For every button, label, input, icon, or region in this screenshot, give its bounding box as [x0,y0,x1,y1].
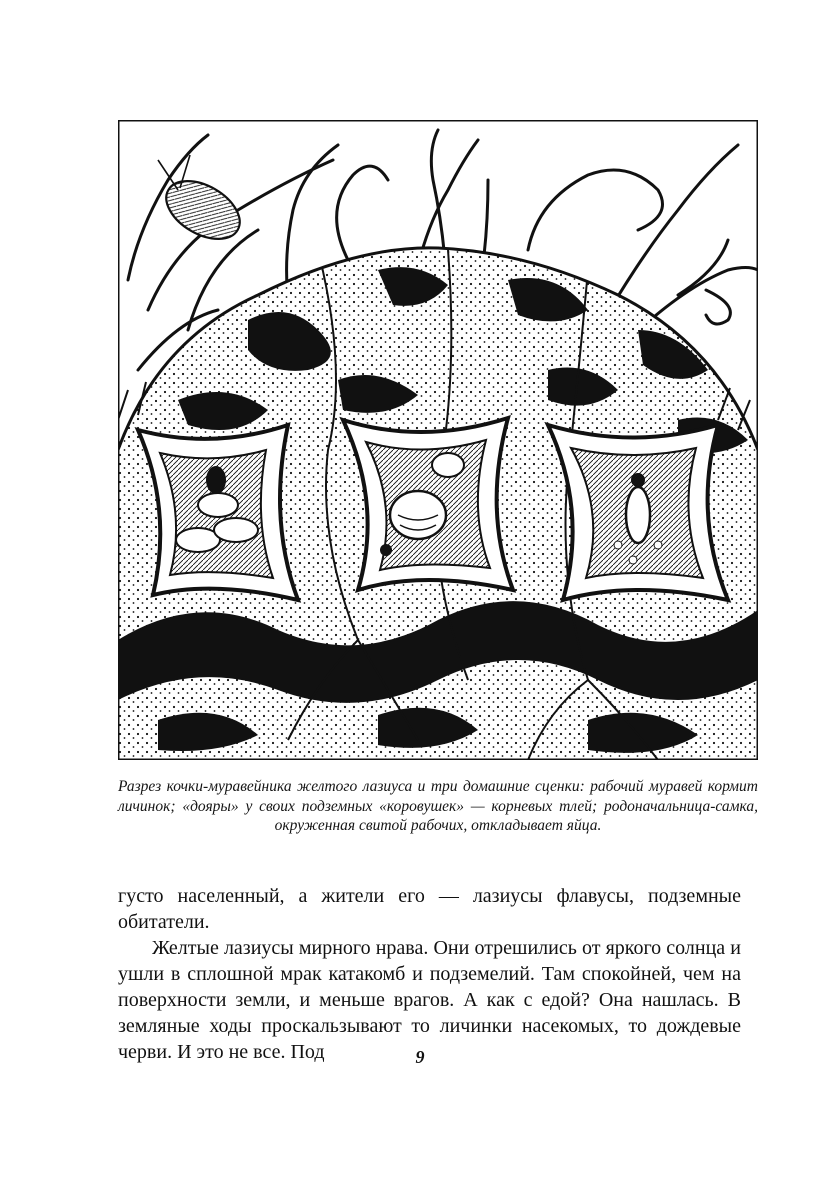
paragraph: Желтые лазиусы мирного нрава. Они отрешились от яркого солнца и ушли в сплошной мрак катакомб и подземелий. Там спокойней, чем на поверхности земли, и меньше врагов. А как с едой? Она нашлась. В земляные ходы проскальзывают то личинки насекомых, то дождевые черви. И это не все. Под [118,937,741,1063]
scene-queen-laying-eggs [548,425,728,600]
anthill-illustration [118,120,758,760]
scene-worker-feeding-larvae [138,425,298,600]
body-text [118,883,741,1065]
scene-ants-with-root-aphids [343,418,513,590]
figure-caption: Разрез кочки-муравейника желтого лазиуса и три домашние сценки: рабочий муравей кормит личинок; «дояры» у своих подземных «коровушек» — корневых тлей; родоначальница-самка, окруженная свитой рабочих, откладывает яйца. [118,778,758,834]
page-number: 9 [415,1047,425,1067]
paragraph: густо населенный, а жители его — лазиусы флавусы, подземные обитатели. [118,885,741,933]
butterfly-icon [156,155,249,251]
